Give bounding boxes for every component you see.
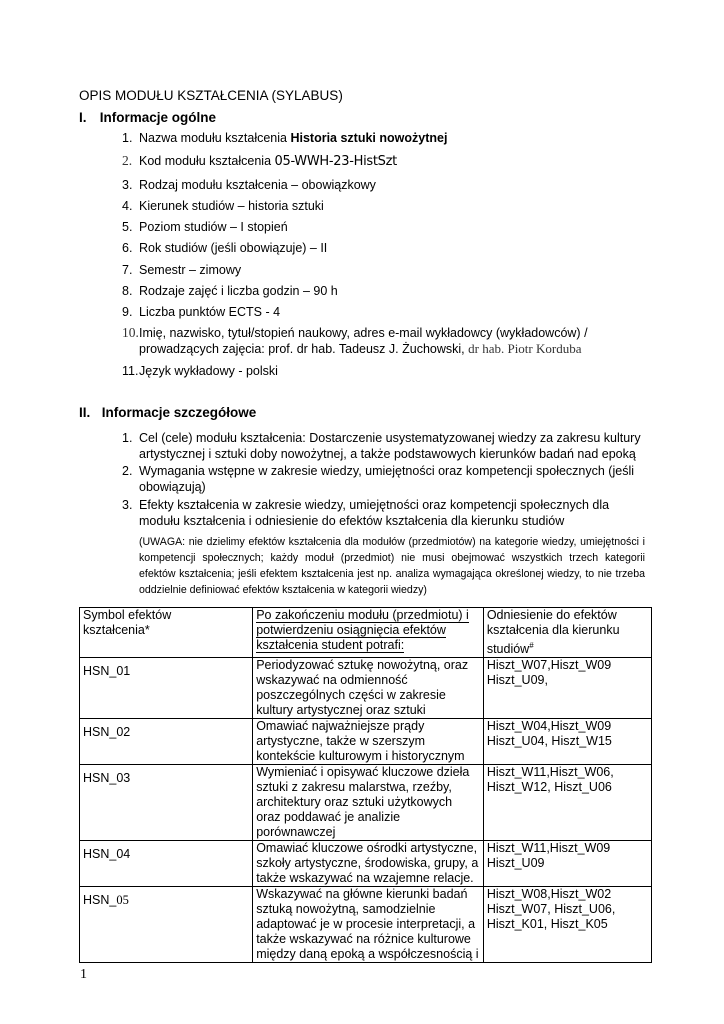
header-symbol: Symbol efektów kształcenia* [83, 608, 172, 637]
list-item [122, 240, 647, 256]
module-code: 05-WWH-23-HistSzt [274, 154, 397, 169]
header-reference: Odniesienie do efektów kształcenia dla kierunku studiów [486, 608, 620, 657]
item-text: Wymagania wstępne w zakresie wiedzy, umiejętności oraz kompetencji społecznych (jeśli obowiązują) [139, 464, 635, 494]
effect-symbol-number: 05 [116, 893, 129, 908]
list-item [122, 130, 647, 146]
item-text: Język wykładowy - polski [139, 364, 278, 378]
effect-description: Wymieniać i opisywać kluczowe dzieła sztuki z zakresu malarstwa, rzeźby, architektury oraz sztuki użytkowych oraz poddawać je analizie porównawczej [253, 765, 484, 841]
section-title: Informacje ogólne [99, 110, 217, 125]
header-effect: Po zakończeniu modułu (przedmiotu) i potwierdzeniu osiągnięcia efektów kształcenia student potrafi: [256, 608, 469, 652]
item-number: 9. [122, 305, 133, 319]
item-text: Liczba punktów ECTS - 4 [139, 305, 281, 319]
table-header-row [80, 608, 652, 658]
table-row [80, 841, 652, 887]
item-text: Semestr – zimowy [139, 263, 242, 277]
item-number: 1. [122, 131, 133, 145]
list-item [122, 219, 647, 235]
module-name: Historia sztuki nowożytnej [290, 131, 448, 145]
item-number: 4. [122, 199, 133, 213]
item-text: Rok studiów (jeśli obowiązuje) – II [139, 241, 328, 255]
item-number: 3. [122, 498, 133, 512]
item-number: 5. [122, 220, 133, 234]
list-item [122, 497, 647, 529]
effect-symbol: HSN_02 [83, 725, 131, 740]
section-number: II. [79, 405, 91, 420]
page-number: 1 [80, 967, 87, 982]
effect-references: Hiszt_W11,Hiszt_W06, Hiszt_W12, Hiszt_U06 [483, 765, 651, 841]
item-text: Kierunek studiów – historia sztuki [139, 199, 324, 213]
effect-symbol-prefix: HSN_ [83, 893, 117, 908]
effect-symbol: HSN_04 [83, 847, 131, 862]
item-text: Rodzaje zajęć i liczba godzin – 90 h [139, 284, 338, 298]
table-row [80, 719, 652, 765]
list-item [122, 430, 647, 462]
item-number: 7. [122, 263, 133, 277]
item-number: 6. [122, 241, 133, 255]
item-number: 8. [122, 284, 133, 298]
list-item [122, 463, 647, 495]
item-number: 2. [122, 464, 133, 478]
item-number: 10. [122, 325, 139, 340]
effect-description: Wskazywać na główne kierunki badań sztuką nowożytną, samodzielnie adaptować je w procesie interpretacji, a także wskazywać na różnice kulturowe między daną epoką a współczesnością i [253, 887, 484, 963]
item-label: Nazwa modułu kształcenia [139, 131, 291, 145]
item-text: Efekty kształcenia w zakresie wiedzy, umiejętności oraz kompetencji społecznych dla modułu kształcenia i odniesienie do efektów kształcenia dla kierunku studiów [139, 498, 610, 528]
effect-references: Hiszt_W08,Hiszt_W02 Hiszt_W07, Hiszt_U06, Hiszt_K01, Hiszt_K05 [483, 887, 651, 963]
effect-references: Hiszt_W11,Hiszt_W09 Hiszt_U09 [483, 841, 651, 887]
effect-description: Omawiać kluczowe ośrodki artystyczne, szkoły artystyczne, środowiska, grupy, a także wskazywać na wzajemne relacje. [253, 841, 484, 887]
section-heading-general [79, 110, 216, 125]
effect-symbol: HSN_01 [83, 664, 131, 679]
item-number: 3. [122, 178, 133, 192]
learning-outcomes-table [79, 607, 652, 963]
table-row [80, 765, 652, 841]
list-item [122, 153, 647, 170]
item-number: 11. [122, 364, 139, 378]
effect-description: Periodyzować sztukę nowożytną, oraz wskazywać na odmienność poszczególnych części w zakresie kultury artystycznej oraz sztuki [253, 658, 484, 719]
document-title: OPIS MODUŁU KSZTAŁCENIA (SYLABUS) [79, 88, 343, 103]
effect-references: Hiszt_W04,Hiszt_W09 Hiszt_U04, Hiszt_W15 [483, 719, 651, 765]
table-row [80, 887, 652, 963]
table-row [80, 658, 652, 719]
list-item [122, 363, 647, 379]
note-paragraph: (UWAGA: nie dzielimy efektów kształcenia dla modułów (przedmiotów) na kategorie wiedzy, umiejętności i kompetencji społecznych; każdy moduł (przedmiot) nie musi obejmować wszystkich trzech kategorii efektów kształcenia; jeśli efektem kształcenia jest np. analiza wymagająca określonej wiedzy, to nie trzeba oddzielnie definiować efektów kształcenia w kategorii wiedzy) [139, 536, 645, 596]
item-number: 1. [122, 431, 133, 445]
lecturer-name: dr hab. Piotr Korduba [468, 341, 582, 356]
item-text: Poziom studiów – I stopień [139, 220, 288, 234]
item-number: 2. [122, 153, 133, 168]
effect-symbol: HSN_03 [83, 771, 131, 786]
list-item [122, 262, 647, 278]
section-title: Informacje szczegółowe [101, 405, 257, 420]
item-label: Kod modułu kształcenia [139, 154, 275, 168]
effect-description: Omawiać najważniejsze prądy artystyczne, także w szerszym kontekście kulturowym i historycznym [253, 719, 484, 765]
item-text: Cel (cele) modułu kształcenia: Dostarczenie usystematyzowanej wiedzy za zakresu kultury artystycznej i sztuki doby nowożytnej, a także podstawowych kierunków badań nad epoką [139, 431, 641, 461]
list-item [122, 283, 647, 299]
item-text: Imię, nazwisko, tytuł/stopień naukowy, adres e-mail wykładowcy (wykładowców) / prowadzących zajęcia: prof. dr hab. Tadeusz J. Żuchowski, [139, 326, 588, 356]
list-item [122, 177, 647, 193]
list-item [122, 325, 647, 357]
effect-symbol [83, 887, 249, 908]
item-text: Rodzaj modułu kształcenia – obowiązkowy [139, 178, 376, 192]
list-item [122, 198, 647, 214]
section-heading-details [79, 405, 256, 420]
header-reference-footnote: # [529, 641, 534, 650]
section-number: I. [79, 110, 87, 125]
effect-references: Hiszt_W07,Hiszt_W09 Hiszt_U09, [483, 658, 651, 719]
list-item [122, 304, 647, 320]
